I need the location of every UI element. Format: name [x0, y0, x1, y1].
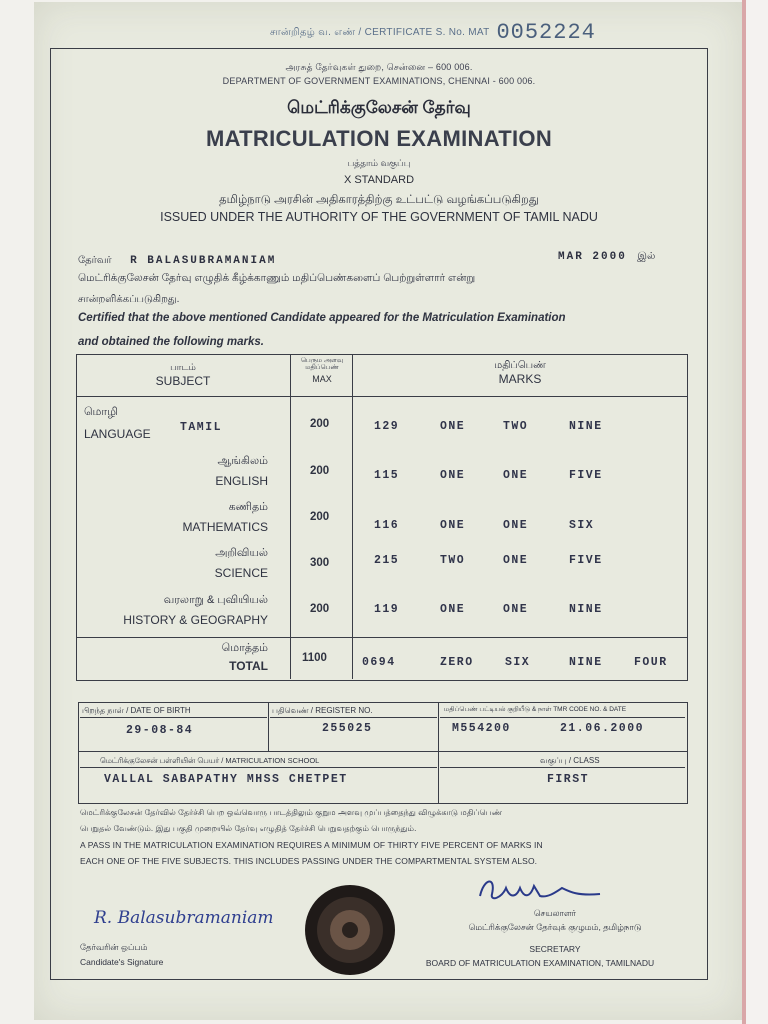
standard-english: X STANDARD: [343, 174, 415, 186]
history-word-2: ONE: [503, 603, 529, 616]
english-english: ENGLISH: [215, 474, 268, 488]
standard-tamil: பத்தாம் வகுப்பு: [347, 158, 411, 168]
max-header: [292, 357, 352, 384]
language-english: LANGUAGE: [84, 427, 151, 441]
class-label-rule: [440, 767, 685, 768]
science-word-2: ONE: [503, 554, 529, 567]
maths-max: 200: [310, 511, 330, 523]
english-word-1: ONE: [440, 469, 466, 482]
science-word-1: TWO: [440, 554, 466, 567]
class-value: FIRST: [547, 773, 590, 786]
science-marks: 215: [374, 554, 400, 567]
dept-address-english: DEPARTMENT OF GOVERNMENT EXAMINATIONS, CHENNAI - 600 006.: [222, 76, 536, 86]
science-english: SCIENCE: [214, 566, 268, 580]
candidate-name: R BALASUBRAMANIAM: [130, 255, 277, 267]
language-tamil: மொழி: [84, 406, 118, 418]
science-tamil: அறிவியல்: [215, 547, 268, 559]
total-max: 1100: [302, 652, 327, 664]
science-max: 300: [310, 557, 330, 569]
history-word-3: NINE: [569, 603, 603, 616]
english-tamil: ஆங்கிலம்: [217, 455, 268, 467]
maths-english: MATHEMATICS: [182, 520, 268, 534]
marks-table-divider-2: [352, 354, 353, 679]
session-suffix: இல்: [637, 251, 656, 262]
total-tamil: மொத்தம்: [221, 642, 268, 654]
english-marks: 115: [374, 469, 400, 482]
marks-table: [76, 354, 688, 681]
maths-word-1: ONE: [440, 519, 466, 532]
marks-header-english: MARKS: [498, 372, 542, 386]
subject-header: [78, 362, 288, 388]
max-header-tamil: பெரும அளவு மதிப்பெண்: [300, 357, 344, 371]
secretary-signature-icon: [470, 868, 620, 908]
marks-table-divider-1: [290, 354, 291, 679]
note-tamil-1: மெட்ரிக்குலேசன் தேர்வில் தேர்ச்சி பெற ஒவ்வொரு பாடத்திலும் குறும அளவு முப்பத்தைந்து விழுக்காடு மதிப்பெண்: [80, 808, 503, 817]
note-tamil-2: பெறுதல் வேண்டும். இது பகுதி முறையில் தேர்வு எழுதித் தேர்ச்சி பெறுவதற்கும் பொருந்தும்.: [80, 824, 417, 833]
exam-session: MAR 2000: [558, 251, 627, 263]
history-marks: 119: [374, 603, 400, 616]
details-divider-1: [268, 702, 269, 752]
official-seal-icon: [304, 884, 396, 976]
marks-header: [354, 360, 686, 386]
dob-value: 29-08-84: [126, 724, 194, 737]
secretary-board-tamil: மெட்ரிக்குலேசன் தேர்வுக் குழுமம், தமிழ்நாடு: [468, 922, 642, 932]
total-marks: 0694: [362, 656, 396, 669]
history-max: 200: [310, 603, 330, 615]
maths-marks: 116: [374, 519, 400, 532]
tmr-code: M554200: [452, 722, 511, 735]
note-english-1: A PASS IN THE MATRICULATION EXAMINATION REQUIRES A MINIMUM OF THIRTY FIVE PERCENT OF MARKS IN: [80, 840, 543, 850]
total-word-3: NINE: [569, 656, 603, 669]
school-label-rule: [80, 767, 437, 768]
english-word-3: FIVE: [569, 469, 603, 482]
reg-label-rule: [270, 717, 437, 718]
dept-address-tamil: அரசுத் தேர்வுகள் துறை, சென்னை – 600 006.: [285, 62, 473, 72]
history-tamil: வரலாறு & புவியியல்: [163, 594, 268, 606]
history-english: HISTORY & GEOGRAPHY: [123, 613, 268, 627]
candidate-line: [78, 250, 276, 268]
maths-word-2: ONE: [503, 519, 529, 532]
issued-tamil: தமிழ்நாடு அரசின் அதிகாரத்திற்கு உட்பட்டு வழங்கப்படுகிறது: [219, 194, 539, 206]
dob-label-rule: [80, 717, 267, 718]
science-word-3: FIVE: [569, 554, 603, 567]
register-value: 255025: [322, 722, 373, 735]
exam-title-tamil: மெட்ரிக்குலேசன் தேர்வு: [287, 98, 471, 117]
candidate-sig-english: Candidate's Signature: [80, 957, 164, 967]
max-header-english: MAX: [312, 374, 332, 384]
language-max: 200: [310, 418, 330, 430]
language-word-3: NINE: [569, 420, 603, 433]
secretary-title-tamil: செயலாளர்: [533, 908, 577, 918]
issued-english: ISSUED UNDER THE AUTHORITY OF THE GOVERNMENT OF TAMIL NADU: [160, 210, 598, 224]
language-word-1: ONE: [440, 420, 466, 433]
maths-word-3: SIX: [569, 519, 595, 532]
secretary-board-english: BOARD OF MATRICULATION EXAMINATION, TAMILNADU: [425, 958, 655, 968]
certificate-number-value: 0052224: [496, 20, 596, 45]
class-label: வகுப்பு / CLASS: [540, 756, 600, 765]
details-divider-2: [438, 702, 439, 803]
candidate-line3-tamil: சான்றளிக்கப்படுகிறது.: [78, 294, 180, 305]
history-word-1: ONE: [440, 603, 466, 616]
page-edge-shadow: [742, 0, 746, 1024]
language-name: TAMIL: [180, 421, 223, 434]
total-english: TOTAL: [229, 659, 268, 673]
english-word-2: ONE: [503, 469, 529, 482]
total-word-1: ZERO: [440, 656, 474, 669]
candidate-prefix: தேர்வர்: [78, 255, 112, 266]
total-word-2: SIX: [505, 656, 531, 669]
certified-text-2: and obtained the following marks.: [78, 336, 264, 348]
certified-text-1: Certified that the above mentioned Candidate appeared for the Matriculation Examination: [78, 312, 566, 324]
language-word-2: TWO: [503, 420, 529, 433]
candidate-line2-tamil: மெட்ரிக்குலேசன் தேர்வு எழுதிக் கீழ்க்காணும் மதிப்பெண்களைப் பெற்றுள்ளார் என்று: [78, 272, 476, 284]
tmr-date: 21.06.2000: [560, 722, 645, 735]
marks-table-total-rule: [76, 637, 687, 638]
candidate-signature: R. Balasubramaniam: [94, 908, 274, 928]
certificate-number-label: சான்றிதழ் வ. எண் / CERTIFICATE S. No. MAT: [270, 27, 490, 38]
tmr-label-rule: [440, 717, 685, 718]
note-english-2: EACH ONE OF THE FIVE SUBJECTS. THIS INCLUDES PASSING UNDER THE COMPARTMENTAL SYSTEM ALSO.: [80, 856, 538, 866]
session-line: [558, 246, 655, 264]
marks-table-header-rule: [76, 396, 687, 397]
details-row-rule: [78, 751, 687, 752]
maths-tamil: கணிதம்: [228, 501, 268, 513]
school-label: மெட்ரிக்குலேசன் பள்ளியின் பெயர் / MATRICULATION SCHOOL: [100, 756, 320, 765]
register-label: பதிவெண் / REGISTER NO.: [272, 706, 373, 715]
language-marks: 129: [374, 420, 400, 433]
certificate-number: [270, 20, 596, 45]
secretary-title-english: SECRETARY: [529, 944, 581, 954]
exam-title-english: MATRICULATION EXAMINATION: [205, 126, 553, 151]
subject-header-english: SUBJECT: [155, 374, 211, 388]
dob-label: பிறந்த நாள் / DATE OF BIRTH: [82, 706, 191, 715]
school-value: VALLAL SABAPATHY MHSS CHETPET: [104, 773, 348, 786]
marks-header-tamil: மதிப்பெண்: [494, 360, 546, 371]
subject-header-tamil: பாடம்: [170, 362, 196, 372]
total-word-4: FOUR: [634, 656, 668, 669]
english-max: 200: [310, 465, 330, 477]
candidate-sig-tamil: தேர்வரின் ஒப்பம்: [80, 942, 148, 952]
tmr-label: மதிப்பெண் பட்டியல் குறியீடு & நாள் TMR CODE NO. & DATE: [444, 706, 627, 713]
